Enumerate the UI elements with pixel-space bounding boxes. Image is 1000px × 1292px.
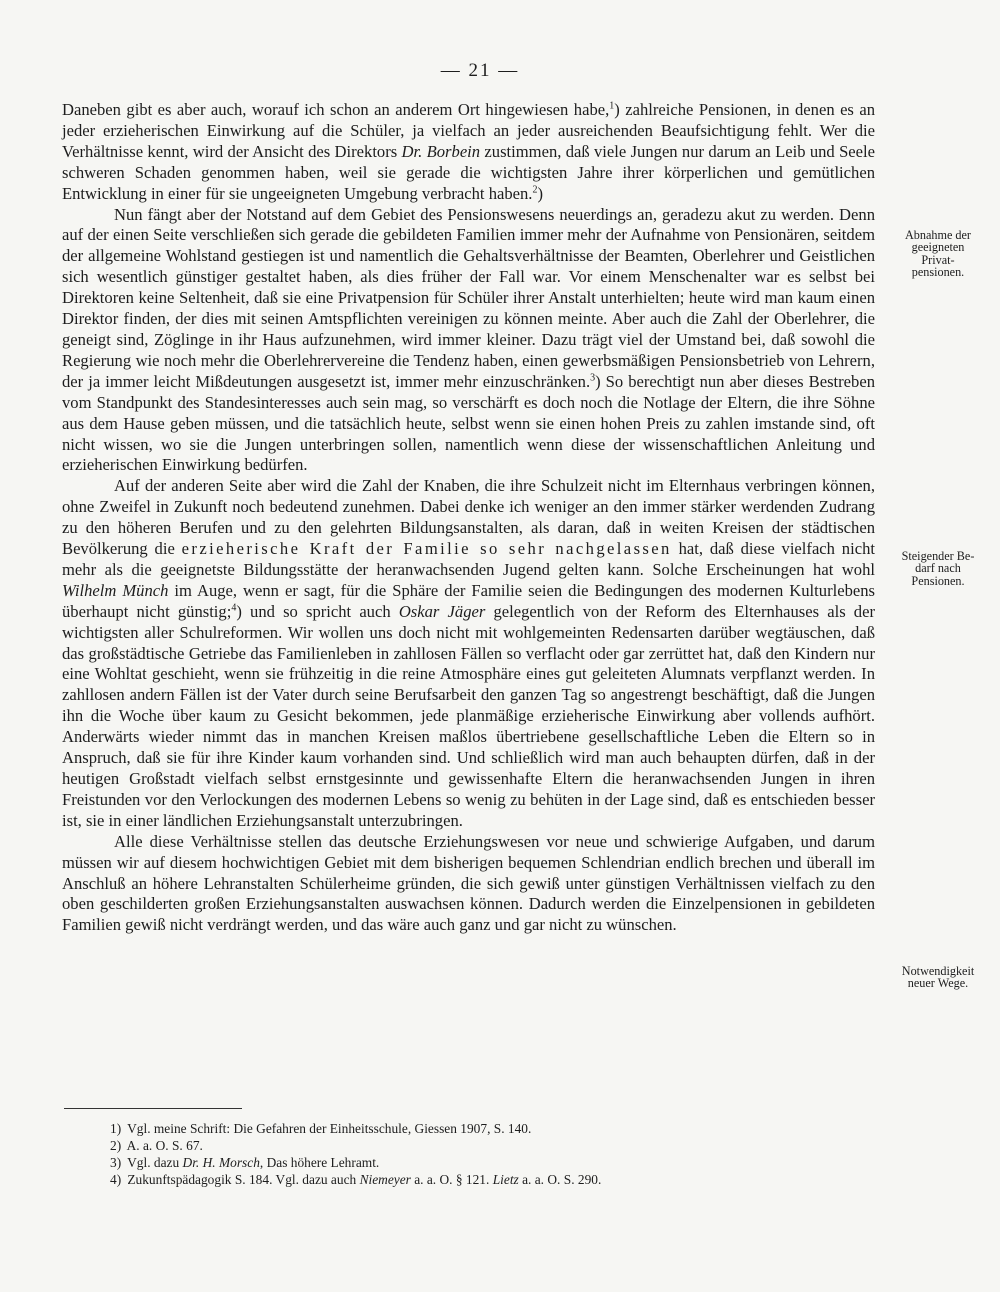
footnote-number: 2): [110, 1138, 122, 1153]
text-run: zustimmen, daß viele Jungen nur darum an Leib und Seele schweren Schaden genommen haben, weil sie gerade die wichtigsten Jahre ihrer körperlichen und gemütlichen Entwicklung in einer für sie ungeeigneten Umgebung verbracht haben.: [62, 141, 875, 203]
footnote-number: 1): [110, 1121, 122, 1136]
footnote-number: 4): [110, 1172, 122, 1187]
text-run: Vgl. meine Schrift: Die Gefahren der Einheitsschule, Giessen 1907, S. 140.: [127, 1121, 532, 1136]
text-run: , Das höhere Lehramt.: [259, 1155, 380, 1170]
footnote-ref: 4: [231, 602, 237, 614]
text-run: gelegentlich von der Reform des Elternhauses als der wichtigsten aller Schulreformen. Wir wollen uns doch nicht mit wohlgemeinten Redensarten darüber wegtäuschen, daß das großstädtische Getriebe das Familienleben in zahllosen Fällen so verflacht oder gar zerrüttet hat, daß den Kindern nur eine Wohltat geschieht, wenn sie frühzeitig in die reine Atmosphäre eines gut geleiteten Alumnats verpflanzt werden. In zahllosen andern Fällen ist der Vater durch seine Berufsarbeit den ganzen Tag so angestrengt beschäftigt, daß die Jungen ihn die Woche über kaum zu Gesicht bekommen, jede planmäßige erzieherische Einwirkung aber vollends aufhört. Anderwärts wieder nimmt das in manchen Kreisen maßlos übertriebene gesellschaftliche Leben die Eltern so in Anspruch, daß sie für ihre Kinder kaum vorhanden sind. Und schließlich wird man auch behaupten dürfen, daß in der heutigen Großstadt vielfach selbst ernstgesinnte und gewissenhafte Eltern die heranwachsenden Jungen in ihren Freistunden vor den Verlockungen des modernen Lebens so wenig zu behüten in der Lage sind, daß es entschieden besser ist, sie in einer ländlichen Erziehungsanstalt unterzubringen.: [62, 601, 875, 830]
margin-note-line: Privat-: [921, 252, 955, 267]
text-run: Daneben gibt es aber auch, worauf ich schon an anderem Ort hingewiesen habe,: [62, 100, 610, 119]
text-run: ): [537, 183, 543, 203]
margin-note-line: darf nach: [915, 561, 961, 576]
text-run: a. a. O. S. 290.: [518, 1172, 602, 1187]
margin-note-line: neuer Wege.: [907, 976, 969, 991]
emphasized-name: Lietz: [492, 1172, 519, 1187]
footnote: [110, 1154, 870, 1171]
emphasized-name: Dr. Borbein: [401, 141, 481, 161]
text-run: hat, daß diese vielfach nicht mehr als die geeignetste Bildungsstätte der heranwachsenden Jugend gelten kann. Solche Erscheinungen hat wohl: [62, 539, 875, 579]
text-run: ) So berechtigt nun aber dieses Bestreben vom Standpunkt des Standesinteresses auch sein mag, so verschärft es doch noch die Notlage der Eltern, die ihre Söhne aus dem Hause geben müssen, und die tatsächlich heute, selbst wenn sie einen hohen Preis zu zahlen imstande sind, oft nicht wissen, wo sie die Jungen unterbringen sollen, namentlich wenn diese der wissenschaftlichen Anleitung und erzieherischen Einwirkung bedürfen.: [62, 371, 875, 475]
footnote-number: 3): [110, 1155, 122, 1170]
text-run: ) zahlreiche Pensionen, in denen es an jeder erzieherischen Einwirkung auf die Schüler, ja vielfach an jeder ausreichenden Beaufsichtigung fehlt. Wer die Verhältnisse kennt, wird der Ansicht des Direktors: [62, 100, 875, 161]
text-run: ) und so spricht auch: [236, 601, 399, 621]
spaced-emphasis: erzieherische Kraft der Familie so sehr nachgelassen: [181, 539, 672, 559]
margin-note-line: Steigender Be-: [901, 549, 975, 563]
margin-note-line: pensionen.: [911, 265, 965, 280]
emphasized-name: Wilhelm Münch: [62, 580, 169, 600]
margin-note-line: Abnahme der: [905, 228, 971, 242]
footnote: [110, 1120, 870, 1137]
text-run: Vgl. dazu: [127, 1155, 183, 1170]
emphasized-name: Oskar Jäger: [398, 601, 486, 621]
text-run: Auf der anderen Seite aber wird die Zahl der Knaben, die ihre Schulzeit nicht im Elternhaus verbringen können, ohne Zweifel in Zukunft noch bedeutend zunehmen. Dabei denke ich weniger an den immer stärker werdenden Zudrang zu den höheren Berufen und zu den gelehrten Bildungsanstalten, als daran, daß in weiten Kreisen der städtischen Bevölkerung die: [62, 476, 875, 559]
paragraph: [62, 476, 875, 831]
page-number: — 21 —: [440, 60, 520, 81]
text-run: Zukunftspädagogik S. 184. Vgl. dazu auch: [127, 1172, 360, 1187]
margin-note-line: Notwendigkeit: [901, 964, 975, 978]
margin-note-steigender-bedarf: [884, 550, 992, 587]
text-run: a. a. O. § 121.: [410, 1172, 493, 1187]
emphasized-name: Niemeyer: [359, 1172, 411, 1187]
text-run: Alle diese Verhältnisse stellen das deutsche Erziehungswesen vor neue und schwierige Aufgaben, und darum müssen wir auf diesem hochwichtigen Gebiet mit dem bisherigen bequemen Schlendrian endlich brechen und überall im Anschluß an höhere Lehranstalten Schülerheime gründen, die sich gewiß unter günstigen Verhältnissen vielfach zu den oben geschilderten großen Erziehungsanstalten auswachsen können. Dadurch werden die Einzelpensionen in gebildeten Familien gewiß nicht verdrängt werden, und das wäre auch ganz und gar nicht zu wünschen.: [62, 831, 875, 935]
margin-note-abnahme: [884, 229, 992, 279]
paragraph: [62, 832, 875, 937]
footnote-ref: 1: [609, 100, 615, 112]
footnote-rule: [64, 1108, 242, 1109]
footnote-ref: 3: [590, 372, 596, 384]
margin-note-notwendigkeit: [884, 965, 992, 990]
footnote: [110, 1171, 870, 1188]
text-run: im Auge, wenn er sagt, für die Sphäre der Familie seien die Bedingungen des modernen Kulturlebens überhaupt nicht günstig;: [62, 580, 875, 621]
emphasized-name: Dr. H. Morsch: [182, 1155, 260, 1170]
text-run: A. a. O. S. 67.: [126, 1138, 203, 1153]
footnote: [110, 1137, 870, 1154]
text-run: Nun fängt aber der Notstand auf dem Gebiet des Pensionswesens neuerdings an, geradezu akut zu werden. Denn auf der einen Seite verschließen sich gerade die gebildeten Familien immer mehr der Aufnahme von Pensionären, seitdem der allgemeine Wohlstand gestiegen ist und namentlich die Gehaltsverhältnisse der Beamten, Oberlehrer und Geistlichen sich wesentlich günstiger gestaltet haben, als dies früher der Fall war. Vor einem Menschenalter war es selbst bei Direktoren keine Seltenheit, daß sie eine Privatpension für Schüler ihrer Anstalt unterhielten; heute wird man kaum einen Direktor finden, der dies mit seinen Amtspflichten vereinigen zu können meinte. Aber auch die Zahl der Oberlehrer, die geneigt sind, Zöglinge in ihr Haus aufzunehmen, wird immer kleiner. Dazu trägt viel der Umstand bei, daß sowohl die Regierung wie noch mehr die Oberlehrervereine die Tendenz haben, einen gewerbsmäßigen Pensionsbetrieb von Lehrern, der ja immer leicht Mißdeutungen ausgesetzt ist, immer mehr einzuschränken.: [62, 204, 875, 391]
margin-note-line: geeigneten: [911, 240, 965, 255]
paragraph: [62, 100, 875, 205]
paragraph: [62, 205, 875, 477]
margin-note-line: Pensionen.: [911, 573, 965, 588]
main-text: [62, 100, 875, 936]
footnotes: [110, 1120, 870, 1188]
footnote-ref: 2: [532, 184, 538, 196]
